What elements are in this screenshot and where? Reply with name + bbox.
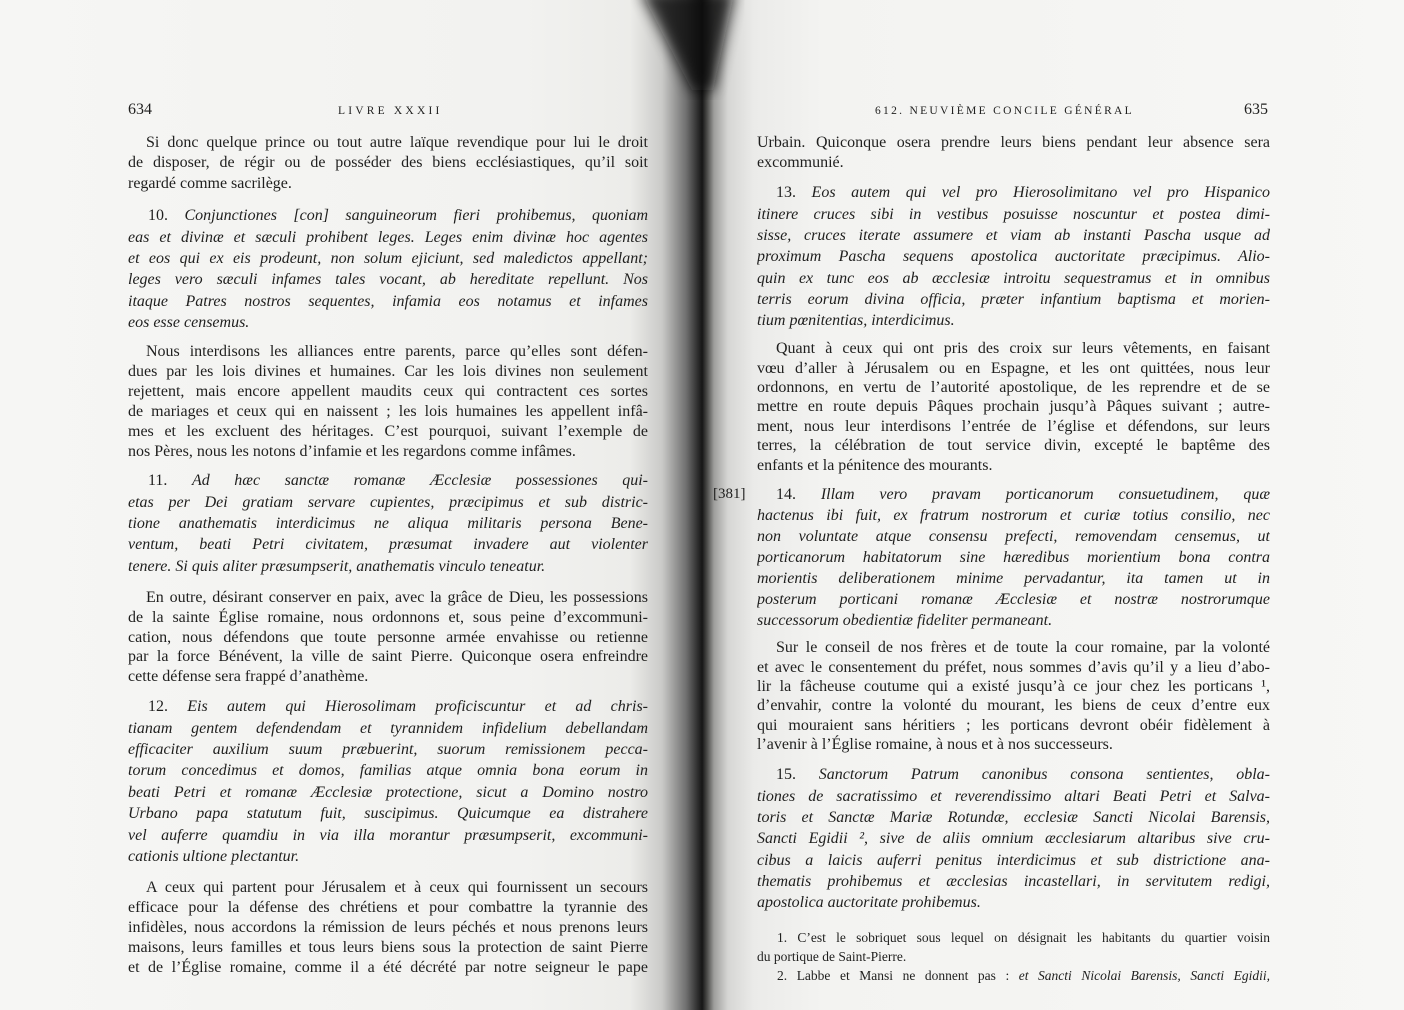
line-text: Eis autem qui Hierosolimam proficiscuntur et ad chris- — [187, 698, 648, 716]
line-text: tione anathematis interdicimus ne aliqua militaris persona Bene- — [128, 514, 648, 532]
text-line — [128, 647, 648, 667]
page-number: 635 — [1244, 101, 1268, 118]
text-paragraph — [128, 878, 648, 978]
text-line — [128, 342, 648, 362]
margin-page-reference: [381] — [713, 486, 746, 502]
text-line — [757, 246, 1270, 267]
footnote-text: C’est le sobriquet sous lequel on désignait les habitants du quartier voisin — [797, 929, 1270, 945]
canon-number: 11. — [148, 472, 168, 490]
text-line — [757, 610, 1270, 631]
line-text: tenere. Si quis aliter præsumpserit, anathematis vinculo teneatur. — [128, 557, 546, 575]
line-text: Illam vero pravam porticanorum consuetudinem, quæ — [820, 485, 1270, 503]
line-text: toris et Sanctæ Mariæ Rotundæ, ecclesiæ Sancti Nicolai Barensis, — [757, 808, 1270, 826]
text-line — [128, 248, 648, 269]
text-line — [757, 871, 1270, 892]
text-line — [757, 339, 1270, 358]
line-text: Sanctorum Patrum canonibus consona sentientes, obla- — [818, 766, 1270, 784]
text-line — [757, 716, 1270, 735]
line-text: cationis ultione plectantur. — [128, 848, 300, 866]
canon-paragraph — [757, 182, 1270, 331]
text-line — [757, 225, 1270, 246]
line-text: rejettent, mais encore appellent maudits ceux qui contractent ces sortes — [128, 382, 648, 400]
text-line — [128, 422, 648, 442]
text-paragraph — [128, 342, 648, 461]
text-line — [128, 782, 648, 803]
canon-number: 15. — [776, 766, 796, 784]
text-line — [128, 918, 648, 938]
text-line — [757, 397, 1270, 416]
text-line — [128, 556, 648, 577]
footnote-text: Labbe et Mansi ne donnent pas : — [796, 967, 1010, 983]
text-line — [128, 513, 648, 534]
page-number: 634 — [128, 101, 152, 118]
text-line — [757, 359, 1270, 378]
text-paragraph — [128, 588, 648, 687]
text-line — [757, 133, 1270, 153]
text-line — [757, 378, 1270, 397]
line-text: apostolica auctoritate prohibemus. — [757, 894, 981, 912]
running-head: LIVRE XXXII — [338, 105, 443, 117]
text-line — [757, 153, 1270, 173]
footnote-2 — [757, 966, 1270, 985]
text-line — [757, 182, 1270, 203]
text-line — [757, 568, 1270, 589]
line-text: cette défense sera frappé d’anathème. — [128, 668, 369, 686]
line-text: hactenus ibi fuit, ex fratrum nostrorum et curiæ totius consilio, nec — [757, 506, 1270, 524]
text-line — [757, 807, 1270, 828]
text-line — [128, 312, 648, 333]
line-text: l’avenir à l’Église romaine, à nous et à nos successeurs. — [757, 736, 1113, 754]
line-text: de la sainte Église romaine, nous ordonnons et, sous peine d’excommuni- — [128, 608, 648, 626]
line-text: de disposer, de régir ou de posséder des biens ecclésiastiques, qu’il soit — [128, 154, 648, 172]
text-paragraph — [128, 133, 648, 195]
line-text: Sur le conseil de nos frères et de toute la cour romaine, par la volonté — [776, 639, 1270, 657]
line-text: tium pœnitentias, interdicimus. — [757, 312, 955, 330]
line-text: thematis prohibemus et æcclesias incastellari, in servitutem redigi, — [757, 872, 1270, 890]
line-text: En outre, désirant conserver en paix, avec la grâce de Dieu, les possessions — [146, 589, 648, 607]
line-text: posterum porticani romanæ Æcclesiæ et nostræ nostrorumque — [757, 590, 1270, 608]
line-text: itaque Patres nostros sequentes, infamia eos notamus et infames — [128, 292, 648, 310]
line-text: Si donc quelque prince ou tout autre laïque revendique pour lui le droit — [146, 133, 648, 151]
text-line — [128, 362, 648, 382]
line-text: Conjunctiones [con] sanguineorum fieri prohibemus, quoniam — [184, 207, 648, 225]
line-text: et eos qui ex eis prodeunt, non solum ejiciunt, sed maledictos appellant; — [128, 249, 648, 267]
canon-number: 12. — [148, 698, 168, 716]
line-text: etas per Dei gratiam servare cupientes, præcipimus et sub distric- — [128, 493, 648, 511]
text-line — [128, 878, 648, 898]
text-paragraph — [757, 339, 1270, 475]
text-line — [757, 677, 1270, 696]
footnotes — [757, 928, 1270, 985]
line-text: successorum obedientiæ fideliter permaneant. — [757, 611, 1053, 629]
text-line — [757, 547, 1270, 568]
line-text: leges vero sæculi infames tales vocant, ab hereditate repellunt. Nos — [128, 271, 648, 289]
line-text: efficace pour la défense des chrétiens et pour combattre la tyrannie des — [128, 899, 648, 916]
text-line — [128, 803, 648, 824]
canon-number: 13. — [776, 184, 796, 202]
line-text: non voluntate atque consensu prefecti, removendam censemus, ut — [757, 527, 1270, 545]
text-line — [128, 667, 648, 687]
line-text: regardé comme sacrilège. — [128, 174, 292, 192]
line-text: Quant à ceux qui ont pris des croix sur leurs vêtements, en faisant — [776, 340, 1270, 358]
line-text: quin ex tunc eos ab æcclesiæ introitu sequestramus et in omnibus — [757, 269, 1270, 287]
line-text: eas et divinæ et sæculi prohibent leges. Leges enim divinæ hoc agentes — [128, 228, 648, 246]
line-text: terris eorum divina officia, præter infantium baptisma et morien- — [757, 290, 1270, 308]
footnote-quote: et Sancti Nicolai Barensis, Sancti Egidii, — [1018, 967, 1270, 983]
text-line — [757, 589, 1270, 610]
text-line — [128, 608, 648, 628]
text-line — [757, 484, 1270, 505]
line-text: cibus a laicis auferri penitus interdicimus et sub districtione ana- — [757, 851, 1270, 869]
line-text: Ad hæc sanctæ romanæ Æcclesiæ possessiones qui- — [191, 472, 648, 490]
text-line — [757, 505, 1270, 526]
text-line — [757, 526, 1270, 547]
footnote-number: 1. — [777, 929, 788, 945]
text-line — [128, 382, 648, 402]
text-line — [128, 470, 648, 491]
text-line — [128, 133, 648, 154]
text-line — [128, 958, 648, 978]
line-text: vœu d’aller à Jérusalem ou en Espagne, et les ont quittées, nous leur — [757, 359, 1270, 377]
text-line — [128, 938, 648, 958]
text-line — [128, 153, 648, 174]
line-text: porticanorum habitatorum sine hæredibus morientium bona contra — [757, 548, 1270, 566]
line-text: morientis deliberationem minime pervadantur, ita tamen ut in — [757, 569, 1270, 587]
line-text: Eos autem qui vel pro Hierosolimitano vel pro Hispanico — [811, 184, 1270, 202]
line-text: tianam gentem defendendam et tyrannidem infidelium debellandam — [128, 719, 648, 737]
line-text: beati Petri et romanæ Æcclesiæ protectione, sicut a Domino nostro — [128, 783, 648, 801]
line-text: mettre en route depuis Pâques prochain jusqu’à Pâques suivant ; autre- — [757, 398, 1270, 416]
text-line — [128, 718, 648, 739]
line-text: A ceux qui partent pour Jérusalem et à ceux qui fournissent un secours — [146, 879, 648, 896]
line-text: eos esse censemus. — [128, 313, 250, 331]
footnote-number: 2. — [777, 967, 788, 983]
line-text: enfants et la pénitence des mourants. — [757, 456, 993, 474]
running-head: 612. NEUVIÈME CONCILE GÉNÉRAL — [875, 105, 1134, 117]
text-line — [128, 696, 648, 717]
line-text: sisse, cruces iterate assumere et viam ab instanti Pascha usque ad — [757, 226, 1270, 244]
text-line — [757, 658, 1270, 677]
line-text: lir la fâcheuse coutume qui a existé jusqu’à ce jour chez les porticans ¹, — [757, 678, 1270, 696]
line-text: de mariages et ceux qui en naissent ; les lois humaines les appellent infâ- — [128, 402, 648, 420]
line-text: cation, nous défendons que toute personne armée envahisse ou retienne — [128, 628, 648, 646]
text-line — [128, 269, 648, 290]
text-line — [128, 534, 648, 555]
text-line — [757, 417, 1270, 436]
text-line — [757, 828, 1270, 849]
line-text: qui mouraient sans héritiers ; les porticans devront obéir fidèlement à — [757, 716, 1270, 734]
line-text: infidèles, nous accordons la rémission de leurs péchés et nous prenons leurs — [128, 919, 648, 936]
text-line — [757, 268, 1270, 289]
canon-paragraph — [128, 696, 648, 867]
footnote-1 — [757, 928, 1270, 947]
text-line — [128, 492, 648, 513]
line-text: terres, la célébration de tout service divin, excepté le baptême des — [757, 437, 1270, 455]
text-line — [128, 846, 648, 867]
footnote-text: du portique de Saint-Pierre. — [757, 948, 907, 964]
text-paragraph — [757, 133, 1270, 173]
canon-paragraph — [128, 470, 648, 576]
text-line — [128, 442, 648, 462]
line-text: torum concedimus et domos, familias atque omnia bona eorum in — [128, 762, 648, 780]
text-line — [128, 898, 648, 918]
text-line — [128, 825, 648, 846]
text-line — [757, 310, 1270, 331]
text-line — [757, 638, 1270, 657]
text-line — [128, 760, 648, 781]
line-text: d’envahir, contre la volonté du mourant, les biens de ceux d’entre eux — [757, 697, 1270, 715]
text-line — [757, 204, 1270, 225]
text-line — [128, 588, 648, 608]
text-paragraph — [757, 638, 1270, 754]
text-line — [128, 402, 648, 422]
text-line — [128, 174, 648, 195]
line-text: excommunié. — [757, 154, 844, 171]
text-line — [128, 205, 648, 226]
line-text: vel auferre quamdiu in via illa morantur præsumpserit, excommuni- — [128, 826, 648, 844]
line-text: ordonnons, en vertu de l’autorité apostolique, de les reprendre et de se — [757, 379, 1270, 397]
line-text: ventum, beati Petri civitatem, præsumat invadere aut violenter — [128, 536, 648, 554]
line-text: maisons, leurs familles et tous leurs biens sous la protection de saint Pierre — [128, 939, 648, 956]
canon-number: 14. — [776, 485, 796, 503]
text-line — [757, 696, 1270, 715]
text-line — [128, 628, 648, 648]
line-text: Sancti Egidii ², sive de aliis omnium æcclesiarum altaribus sive cru- — [757, 830, 1270, 848]
line-text: par la force Bénévent, la ville de saint Pierre. Quiconque osera enfreindre — [128, 648, 648, 666]
canon-number: 10. — [148, 207, 168, 225]
line-text: proximum Pascha sequens apostolica auctoritate præcipimus. Alio- — [757, 248, 1270, 266]
text-line — [128, 227, 648, 248]
line-text: Urbano papa statutum fuit, suscipimus. Quicumque ea distrahere — [128, 805, 648, 823]
footnote-1-continuation — [757, 947, 1270, 966]
text-line — [128, 291, 648, 312]
right-page — [702, 0, 1404, 1010]
line-text: nos Pères, nous les notons d’infamie et les regardons comme infâmes. — [128, 442, 576, 460]
text-line — [757, 436, 1270, 455]
line-text: itinere cruces sibi in vestibus posuisse noscuntur et postea dimi- — [757, 205, 1270, 223]
line-text: et avec le consentement du préfet, nous sommes d’avis qu’il y a lieu d’abo- — [757, 658, 1270, 676]
line-text: et de l’Église romaine, comme il a été décrété par notre seigneur le pape — [128, 959, 648, 976]
text-line — [757, 456, 1270, 475]
text-line — [757, 786, 1270, 807]
line-text: efficaciter auxilium suum præbuerint, suorum remissionem pecca- — [128, 741, 648, 759]
canon-paragraph — [128, 205, 648, 333]
text-line — [128, 739, 648, 760]
line-text: mes et les excluent des héritages. C’est pourquoi, suivant l’exemple de — [128, 422, 648, 440]
text-line — [757, 892, 1270, 913]
line-text: tiones de sacratissimo et reverendissimo altari Beati Petri et Salva- — [757, 787, 1270, 805]
text-line — [757, 735, 1270, 754]
text-line — [757, 764, 1270, 785]
line-text: dues par les lois divines et humaines. Car les lois divines non seulement — [128, 362, 648, 380]
line-text: ment, nous leur interdisons l’entrée de l’église et défendons, sur leurs — [757, 417, 1270, 435]
line-text: Urbain. Quiconque osera prendre leurs biens pendant leur absence sera — [757, 134, 1270, 151]
canon-paragraph — [757, 764, 1270, 913]
line-text: Nous interdisons les alliances entre parents, parce qu’elles sont défen- — [146, 343, 648, 361]
canon-paragraph — [757, 484, 1270, 631]
text-line — [757, 289, 1270, 310]
text-line — [757, 850, 1270, 871]
